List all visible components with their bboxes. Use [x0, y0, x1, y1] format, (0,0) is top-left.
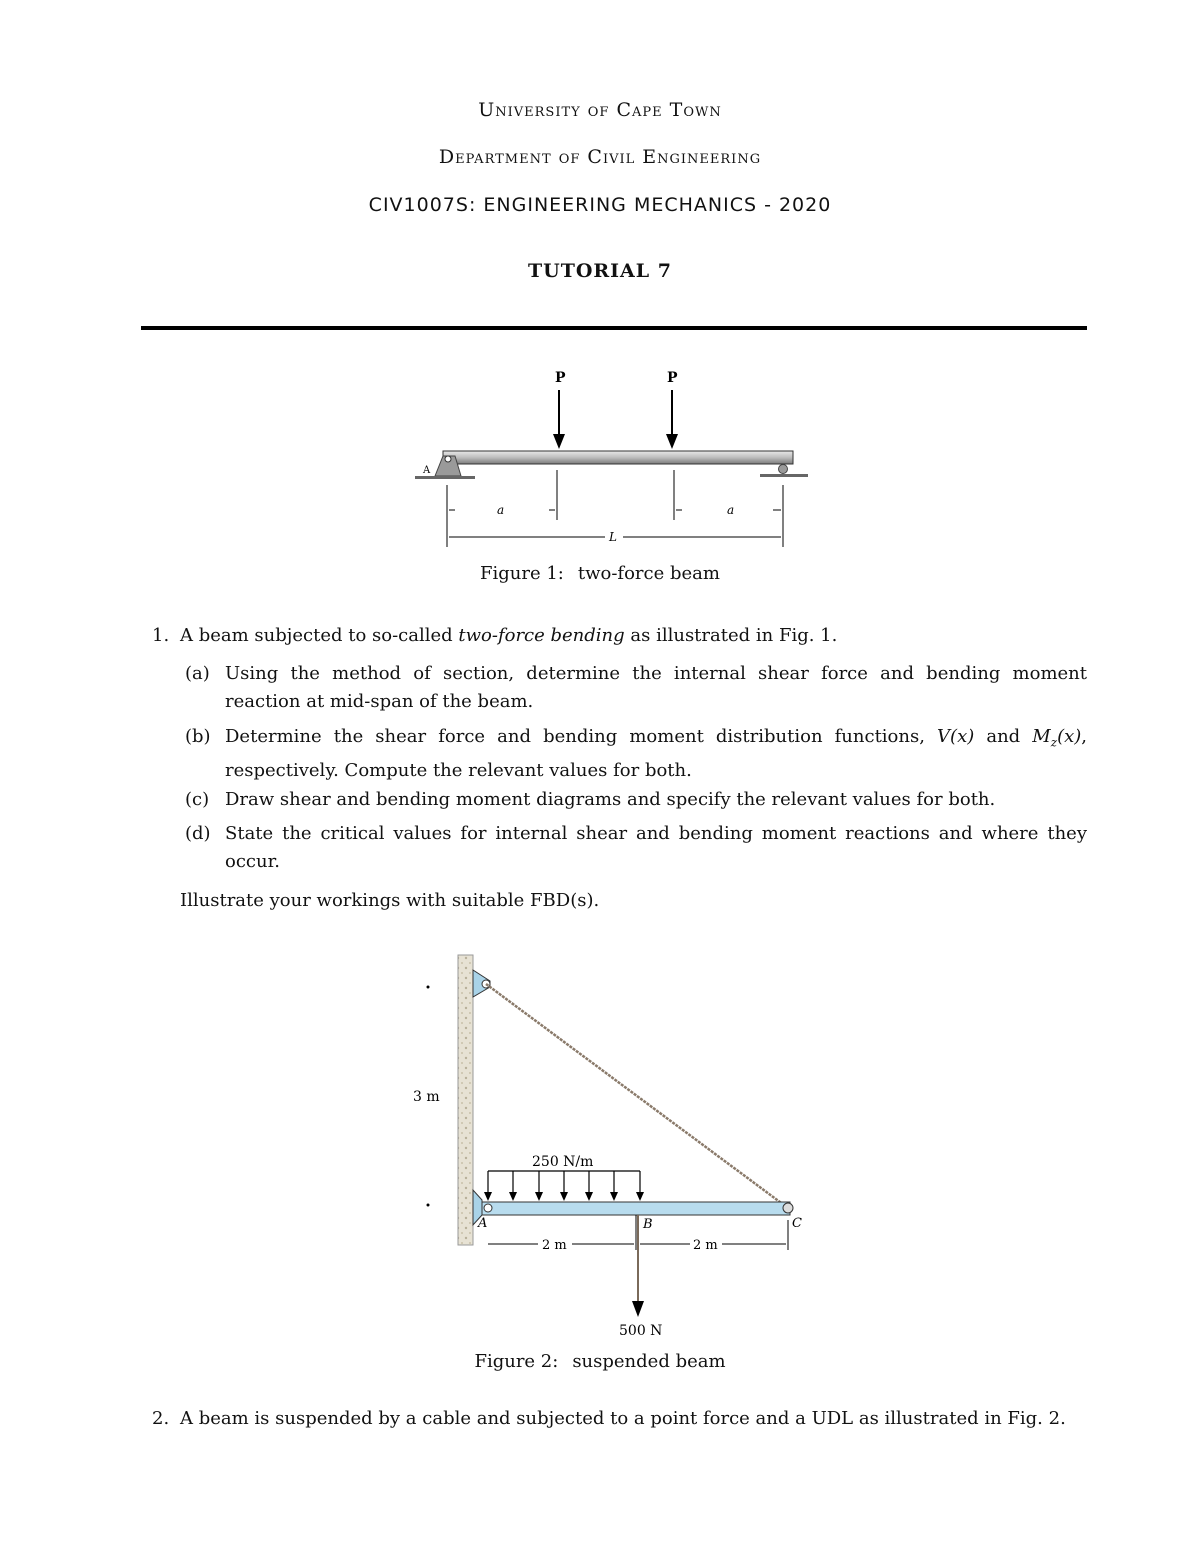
- part-b-text-pre: Determine the shear force and bending moment distribution functions,: [225, 726, 938, 747]
- load-arrow-2: [666, 390, 678, 449]
- figure-1-diagram: [405, 360, 815, 555]
- question-2-number: 2.: [152, 1408, 170, 1429]
- question-1-intro-pre: A beam subjected to so-called: [180, 625, 459, 646]
- cable: [486, 984, 788, 1208]
- dim-label-2m-2: 2 m: [693, 1238, 718, 1253]
- part-a-text: Using the method of section, determine the internal shear force and bending moment reaction at mid-span of the beam.: [225, 663, 1087, 712]
- figure-2-caption-text: suspended beam: [572, 1351, 726, 1372]
- force-label: 500 N: [619, 1323, 663, 1339]
- load-arrow-1: [553, 390, 565, 449]
- part-c-label: (c): [185, 789, 210, 810]
- question-1-number: 1.: [152, 625, 170, 646]
- height-marker-bottom: [427, 1204, 430, 1207]
- point-label-c: C: [792, 1216, 802, 1231]
- part-b-m-subscript: z: [1050, 735, 1058, 750]
- part-b-text: [225, 723, 1087, 785]
- part-b-text-post: , respectively. Compute the relevant values for both.: [225, 726, 1087, 781]
- udl-arrowheads: [484, 1192, 644, 1201]
- part-b-label: (b): [185, 726, 211, 747]
- question-1-footer: Illustrate your workings with suitable FBD(s).: [180, 890, 600, 911]
- part-c-text: Draw shear and bending moment diagrams and specify the relevant values for both.: [225, 789, 996, 810]
- figure-1-caption-prefix: Figure 1:: [480, 563, 564, 584]
- part-a-label: (a): [185, 663, 210, 684]
- wall: [458, 955, 473, 1245]
- part-d-text: State the critical values for internal shear and bending moment reactions and where they occur.: [225, 823, 1087, 872]
- figure-1-caption: [0, 563, 1200, 584]
- figure-2-caption-prefix: Figure 2:: [474, 1351, 559, 1372]
- beam-1: [443, 451, 793, 464]
- load-label-2: P: [667, 370, 678, 386]
- part-b-m-function: M: [1032, 726, 1051, 747]
- roller-support-right: [760, 465, 808, 478]
- course-title: CIV1007S: ENGINEERING MECHANICS - 2020: [368, 194, 832, 216]
- figure-2-caption: [0, 1351, 1200, 1372]
- part-b-and: and: [974, 726, 1033, 747]
- height-label: 3 m: [413, 1089, 440, 1105]
- tutorial-title: TUTORIAL 7: [527, 260, 672, 282]
- cable-anchor-bracket: [473, 970, 490, 997]
- dim-label-2m-1: 2 m: [542, 1238, 567, 1253]
- part-d-label: (d): [185, 823, 211, 844]
- point-label-b: B: [643, 1217, 653, 1232]
- dim-label-a-right: a: [727, 503, 735, 517]
- part-b-v-function: V(x): [937, 726, 975, 747]
- point-label-a: A: [478, 1216, 488, 1231]
- load-label-1: P: [555, 370, 566, 386]
- question-1-intro-em: two-force bending: [458, 625, 625, 646]
- beam-2: [478, 1202, 790, 1215]
- department-name: Department of Civil Engineering: [438, 146, 762, 168]
- figure-2-diagram: [400, 945, 820, 1345]
- question-2-text: A beam is suspended by a cable and subjected to a point force and a UDL as illustrated in Fig. 2.: [180, 1408, 1066, 1429]
- figure-1-caption-text: two-force beam: [577, 563, 720, 584]
- question-1-intro: [180, 622, 1087, 650]
- header-rule: [141, 326, 1087, 330]
- pin-c: [783, 1203, 793, 1213]
- dim-label-a-left: a: [497, 503, 505, 517]
- udl-label: 250 N/m: [532, 1154, 594, 1170]
- university-name: University of Cape Town: [478, 99, 722, 121]
- pin-a: [484, 1204, 492, 1212]
- part-b-m-arg: (x): [1057, 726, 1082, 747]
- support-label-a: A: [423, 465, 431, 476]
- dim-label-l: L: [609, 530, 617, 544]
- height-marker-top: [427, 986, 430, 989]
- question-1-intro-post: as illustrated in Fig. 1.: [624, 625, 838, 646]
